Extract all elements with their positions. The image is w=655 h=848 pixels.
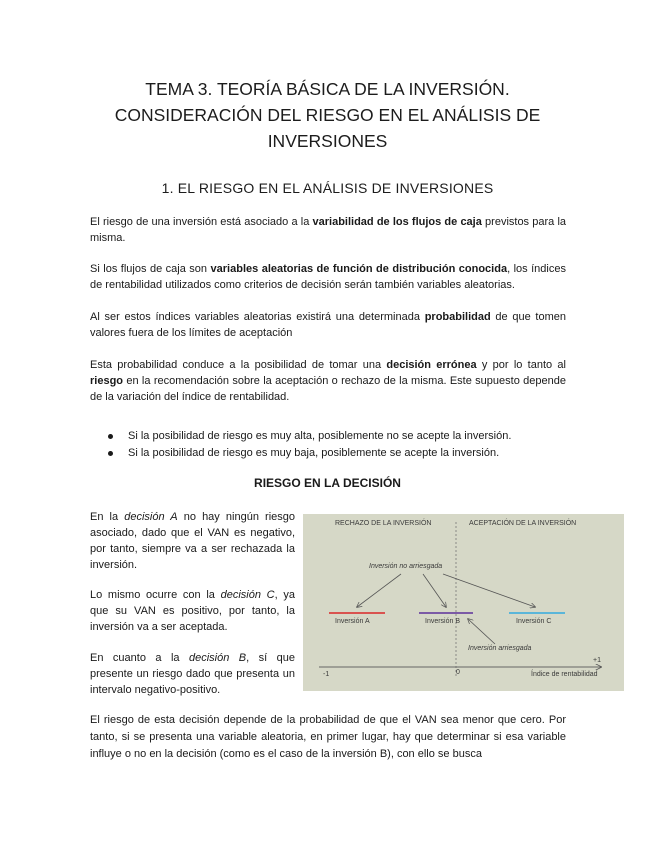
list-item	[108, 445, 568, 462]
investment-a-label: Inversión A	[335, 618, 370, 625]
paragraph-2	[90, 261, 566, 293]
p4-bold-1: decisión errónea	[386, 359, 477, 371]
p2-text-a: Si los flujos de caja son	[90, 263, 211, 275]
bullet-icon	[108, 434, 113, 439]
s2-emphasis: decisión C	[220, 589, 275, 601]
arrow-to-c	[443, 574, 535, 607]
investment-c-label: Inversión C	[516, 618, 552, 625]
axis-title: Índice de rentabilidad	[531, 671, 598, 678]
s3-text-b: , sí que presente un riesgo dado que presenta un intervalo negativo-positivo.	[90, 652, 295, 696]
bullet-list	[108, 428, 568, 461]
title-line-3: INVERSIONES	[267, 131, 388, 151]
s1-text-a: En la	[90, 511, 125, 523]
investment-b-label: Inversión B	[425, 618, 461, 625]
side-paragraph-1	[90, 509, 295, 573]
p3-bold: probabilidad	[424, 311, 491, 323]
p4-text-e: en la recomendación sobre la aceptación o rechazo de la misma. Este supuesto depende de la variación del índice de rentabilidad.	[90, 375, 566, 403]
risk-diagram-svg	[303, 514, 624, 691]
reject-header: RECHAZO DE LA INVERSIÓN	[335, 520, 432, 527]
bullet-text: Si la posibilidad de riesgo es muy baja, posiblemente se acepte la inversión.	[128, 446, 500, 459]
title-line-2: CONSIDERACIÓN DEL RIESGO EN EL ANÁLISIS DE	[114, 105, 541, 125]
s3-text-a: En cuanto a la	[90, 652, 189, 664]
arrow-risk-to-b	[468, 619, 495, 644]
axis-min-label: -1	[323, 671, 330, 678]
p2-text-c: , los índices de rentabilidad utilizados como criterios de decisión serán también variables aleatorias.	[90, 263, 566, 291]
p1-text-c: previstos para la misma.	[90, 216, 566, 244]
axis-max-label: +1	[593, 657, 601, 664]
p4-text-a: Esta probabilidad conduce a la posibilidad de tomar una	[90, 359, 387, 371]
p1-bold: variabilidad de los flujos de caja	[312, 216, 482, 228]
accept-header: ACEPTACIÓN DE LA INVERSIÓN	[469, 520, 577, 527]
s2-text-a: Lo mismo ocurre con la	[90, 589, 221, 601]
side-paragraph-2	[90, 587, 295, 635]
p3-text-a: Al ser estos índices variables aleatorias existirá una determinada	[90, 311, 425, 323]
bullet-text: Si la posibilidad de riesgo es muy alta, posiblemente no se acepte la inversión.	[128, 430, 512, 442]
s2-text-b: , ya que su VAN es positivo, por tanto, la inversión va a ser aceptada.	[90, 589, 296, 633]
arrow-to-b	[423, 574, 446, 607]
bottom-paragraph: El riesgo de esta decisión depende de la probabilidad de que el VAN sea menor que cero. Por tanto, si se presenta una variable aleatoria, en primer lugar, hay que determinar si esa variable influye o no en la decisión (como es el caso de la inversión B), con ello se busca	[90, 714, 566, 760]
list-item	[108, 428, 568, 445]
p1-text-a: El riesgo de una inversión está asociado a la	[90, 216, 313, 228]
subheading: RIESGO EN LA DECISIÓN	[254, 476, 401, 490]
paragraph-1	[90, 214, 566, 246]
p4-text-c: y por lo tanto al	[476, 359, 566, 371]
axis-zero-label: 0	[456, 669, 460, 676]
risk-diagram	[303, 514, 624, 691]
page-title	[60, 76, 595, 154]
s1-emphasis: decisión A	[124, 511, 178, 523]
p2-bold: variables aleatorias de función de distribución conocida	[210, 263, 508, 275]
title-line-1: TEMA 3. TEORÍA BÁSICA DE LA INVERSIÓN.	[145, 79, 510, 99]
risk-label: Inversión arriesgada	[468, 645, 532, 652]
p3-text-c: de que tomen valores fuera de los límites de aceptación	[90, 311, 566, 339]
paragraph-4	[90, 357, 566, 405]
section-heading: 1. EL RIESGO EN EL ANÁLISIS DE INVERSIONES	[161, 180, 494, 196]
paragraph-3	[90, 309, 566, 341]
bullet-icon	[108, 451, 113, 456]
s3-emphasis: decisión B	[188, 652, 247, 664]
no-risk-label: Inversión no arriesgada	[369, 563, 443, 570]
s1-text-b: no hay ningún riesgo asociado, dado que el VAN es negativo, por tanto, siempre va a ser rechazada la inversión.	[90, 511, 295, 571]
arrow-to-a	[357, 574, 401, 607]
side-paragraph-3	[90, 650, 295, 698]
p4-bold-2: riesgo	[90, 375, 124, 387]
